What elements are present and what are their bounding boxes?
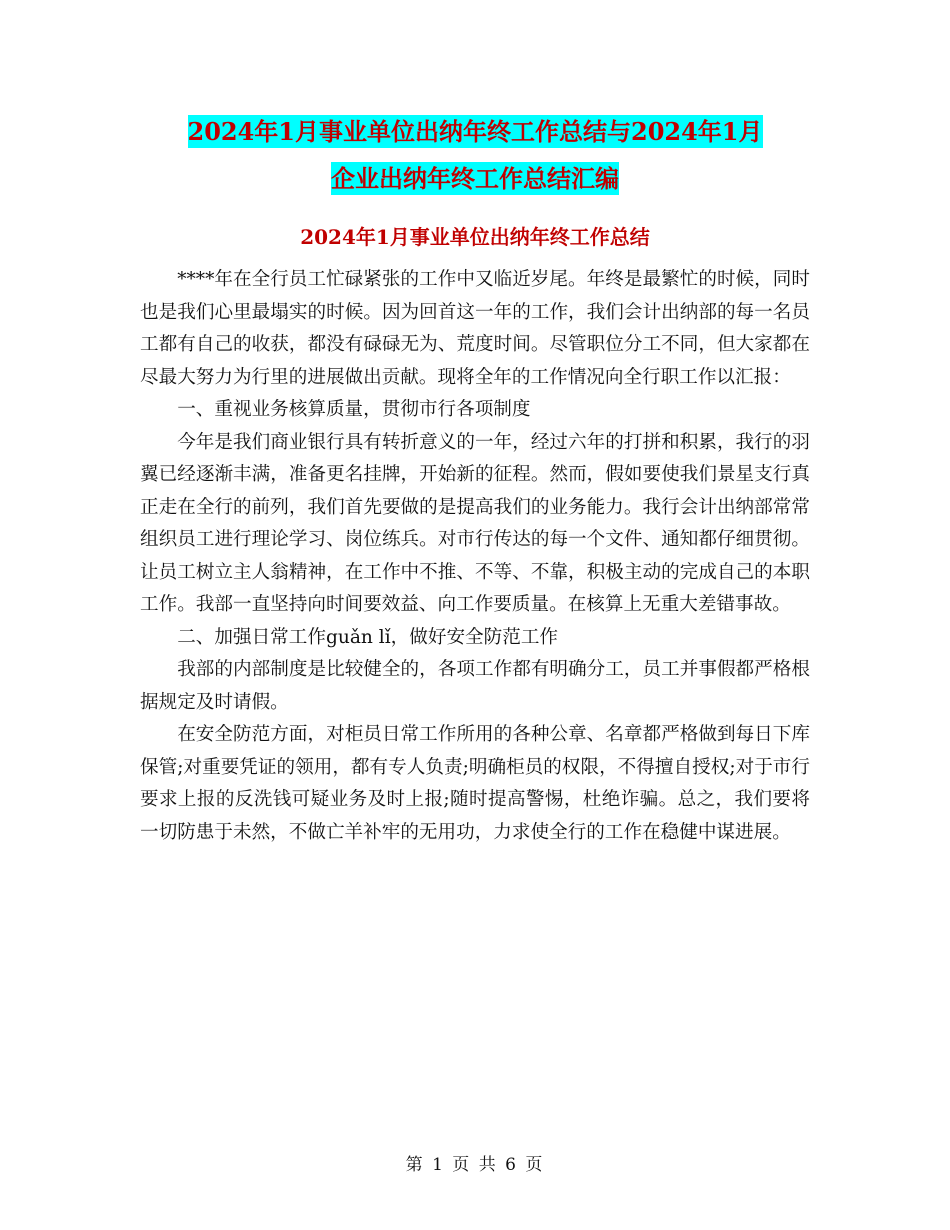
section-title: 2024年1月事业单位出纳年终工作总结 [300, 225, 650, 249]
document-title [140, 108, 810, 202]
paragraph-section-2a: 我部的内部制度是比较健全的，各项工作都有明确分工，员工并事假都严格根据规定及时请假。 [140, 659, 810, 713]
heading-section-1: 一、重视业务核算质量，贯彻市行各项制度 [177, 399, 531, 420]
document-body [140, 264, 810, 849]
title-line-2: 企业出纳年终工作总结汇编 [331, 164, 619, 193]
paragraph-intro: ****年在全行员工忙碌紧张的工作中又临近岁尾。年终是最繁忙的时候，同时也是我们心里最塌实的时候。因为回首这一年的工作，我们会计出纳部的每一名员工都有自己的收获，都没有碌碌无为、荒度时间。尽管职位分工不同，但大家都在尽最大努力为行里的进展做出贡献。现将全年的工作情况向全行职工作以汇报： [140, 269, 810, 388]
page-footer: 第 1 页 共 6 页 [405, 1155, 545, 1175]
title-line-1: 2024年1月事业单位出纳年终工作总结与2024年1月 [187, 117, 763, 146]
paragraph-section-2b: 在安全防范方面，对柜员日常工作所用的各种公章、名章都严格做到每日下库保管;对重要凭证的领用，都有专人负责;明确柜员的权限，不得擅自授权;对于市行要求上报的反洗钱可疑业务及时上报;随时提高警惕，杜绝诈骗。总之，我们要将一切防患于未然，不做亡羊补牢的无用功，力求使全行的工作在稳健中谋进展。 [140, 724, 810, 843]
heading-section-2: 二、加强日常工作guǎn lǐ，做好安全防范工作 [177, 626, 559, 648]
paragraph-section-1: 今年是我们商业银行具有转折意义的一年，经过六年的打拼和积累，我行的羽翼已经逐渐丰满，准备更名挂牌，开始新的征程。然而，假如要使我们景星支行真正走在全行的前列，我们首先要做的是提高我们的业务能力。我行会计出纳部常常组织员工进行理论学习、岗位练兵。对市行传达的每一个文件、通知都仔细贯彻。让员工树立主人翁精神，在工作中不推、不等、不靠，积极主动的完成自己的本职工作。我部一直坚持向时间要效益、向工作要质量。在核算上无重大差错事故。 [140, 431, 810, 615]
